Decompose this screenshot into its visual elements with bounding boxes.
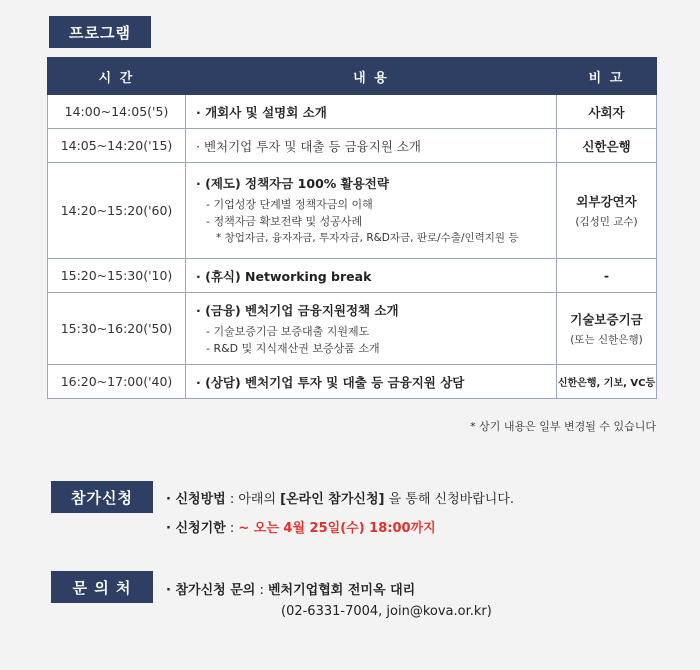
row-detail: - 정책자금 확보전략 및 성공사례 bbox=[206, 215, 363, 228]
row-note: 신한은행, 기보, VC등 bbox=[557, 365, 657, 399]
row-time: 15:20~15:30('10) bbox=[48, 259, 186, 293]
row-title: · (제도) 정책자금 100% 활용전략 bbox=[196, 176, 389, 191]
contact-badge: 문 의 처 bbox=[51, 571, 153, 603]
table-row bbox=[48, 365, 657, 399]
table-row bbox=[48, 163, 657, 259]
row-note bbox=[557, 163, 657, 259]
row-title: · (상담) 벤처기업 투자 및 대출 등 금융지원 상담 bbox=[196, 374, 465, 390]
apply-method-line bbox=[166, 488, 514, 507]
row-detail: - R&D 및 지식재산권 보증상품 소개 bbox=[206, 341, 380, 355]
apply-deadline-label: · 신청기한 bbox=[166, 521, 226, 536]
table-row bbox=[48, 293, 657, 365]
apply-method-label: · 신청방법 bbox=[166, 492, 226, 507]
row-content bbox=[186, 129, 557, 163]
row-detail: - 기술보증기금 보증대출 지원제도 bbox=[206, 324, 370, 338]
row-time: 14:05~14:20('15) bbox=[48, 129, 186, 163]
contact-person: 벤처기업협회 전미옥 대리 bbox=[268, 583, 416, 598]
apply-method-pre: : 아래의 bbox=[225, 492, 281, 507]
row-detail: - 기업성장 단계별 정책자금의 이해 bbox=[206, 198, 373, 211]
online-apply-link[interactable]: [온라인 참가신청] bbox=[280, 492, 385, 507]
row-title: · 벤처기업 투자 및 대출 등 금융지원 소개 bbox=[196, 138, 421, 154]
row-title: · 개회사 및 설명회 소개 bbox=[196, 104, 327, 120]
row-content bbox=[186, 163, 557, 259]
footnote: * 상기 내용은 일부 변경될 수 있습니다 bbox=[470, 420, 656, 433]
row-content bbox=[186, 95, 557, 129]
row-note-sub: (또는 신한은행) bbox=[570, 334, 643, 346]
apply-deadline-value: ~ 오는 4월 25일(수) 18:00까지 bbox=[238, 521, 436, 536]
table-row bbox=[48, 129, 657, 163]
row-content bbox=[186, 259, 557, 293]
apply-deadline-line bbox=[166, 517, 436, 536]
apply-deadline-colon: : bbox=[225, 521, 239, 536]
row-note: 신한은행 bbox=[557, 129, 657, 163]
row-subdetail: * 창업자금, 융자자금, 투자자금, R&D자금, 판로/수출/인력지원 등 bbox=[216, 232, 519, 244]
row-title: · (금융) 벤처기업 금융지원정책 소개 bbox=[196, 302, 399, 318]
contact-label: · 참가신청 문의 bbox=[166, 583, 256, 598]
contact-colon: : bbox=[255, 583, 268, 598]
row-time: 14:00~14:05('5) bbox=[48, 95, 186, 129]
table-row bbox=[48, 259, 657, 293]
header-content: 내 용 bbox=[186, 58, 557, 95]
row-content bbox=[186, 293, 557, 365]
program-table bbox=[47, 57, 657, 399]
row-note: 사회자 bbox=[557, 95, 657, 129]
row-note-main: 기술보증기금 bbox=[570, 312, 643, 327]
row-note-main: 외부강연자 bbox=[576, 194, 637, 209]
row-note-sub: (김성민 교수) bbox=[575, 216, 638, 228]
program-badge: 프로그램 bbox=[49, 16, 151, 48]
apply-badge: 참가신청 bbox=[51, 481, 153, 513]
apply-method-post: 을 통해 신청바랍니다. bbox=[384, 492, 515, 507]
row-time: 14:20~15:20('60) bbox=[48, 163, 186, 259]
contact-details: (02-6331-7004, join@kova.or.kr) bbox=[281, 604, 492, 619]
row-time: 15:30~16:20('50) bbox=[48, 293, 186, 365]
row-time: 16:20~17:00('40) bbox=[48, 365, 186, 399]
contact-line bbox=[166, 579, 415, 598]
header-time: 시 간 bbox=[48, 58, 186, 95]
row-content bbox=[186, 365, 557, 399]
table-header-row bbox=[48, 58, 657, 95]
header-note: 비 고 bbox=[557, 58, 657, 95]
table-row bbox=[48, 95, 657, 129]
row-note bbox=[557, 293, 657, 365]
row-note: - bbox=[557, 259, 657, 293]
row-title: · (휴식) Networking break bbox=[196, 268, 372, 284]
